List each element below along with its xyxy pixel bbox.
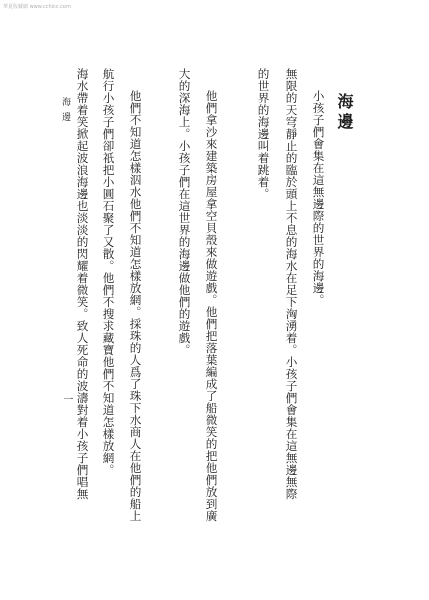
text-column: 他們不知道怎樣泅水他們不知道怎樣放網。採珠的人爲了珠下水商人在他們的船上 bbox=[128, 90, 143, 522]
text-column: 大的深海上。小孩子們在這世界的海邊做他們的遊戲。 bbox=[177, 68, 192, 356]
text-column: 小孩子們會集在這無邊際的世界的海邊。 bbox=[311, 90, 326, 306]
running-head: 海邊 bbox=[60, 97, 70, 127]
text-column: 的世界的海邊叫着跳着。 bbox=[256, 68, 271, 200]
page-title: 海邊 bbox=[335, 93, 354, 133]
text-column: 他們拿沙來建築房屋拿空貝殼來做遊戲。他們把落葉編成了船微笑的把他們放到廣 bbox=[204, 90, 219, 522]
text-column: 航行小孩子們卻祇把小圓石聚了又散。他們不搜求藏寶他們不知道怎樣放網。 bbox=[101, 68, 116, 476]
text-column: 海水帶着笑掀起波浪海邊也淡淡的閃耀着微笑。致人死命的波濤對着小孩子們唱無 bbox=[75, 68, 90, 500]
text-column: 無限的天穹靜止的臨於頭上不息的海水在足下洶湧着。小孩子們會集在這無邊無際 bbox=[284, 68, 299, 500]
site-watermark: 華夏收藏網 www.cchicc.com bbox=[3, 4, 71, 10]
page-number: 一 bbox=[61, 394, 72, 404]
